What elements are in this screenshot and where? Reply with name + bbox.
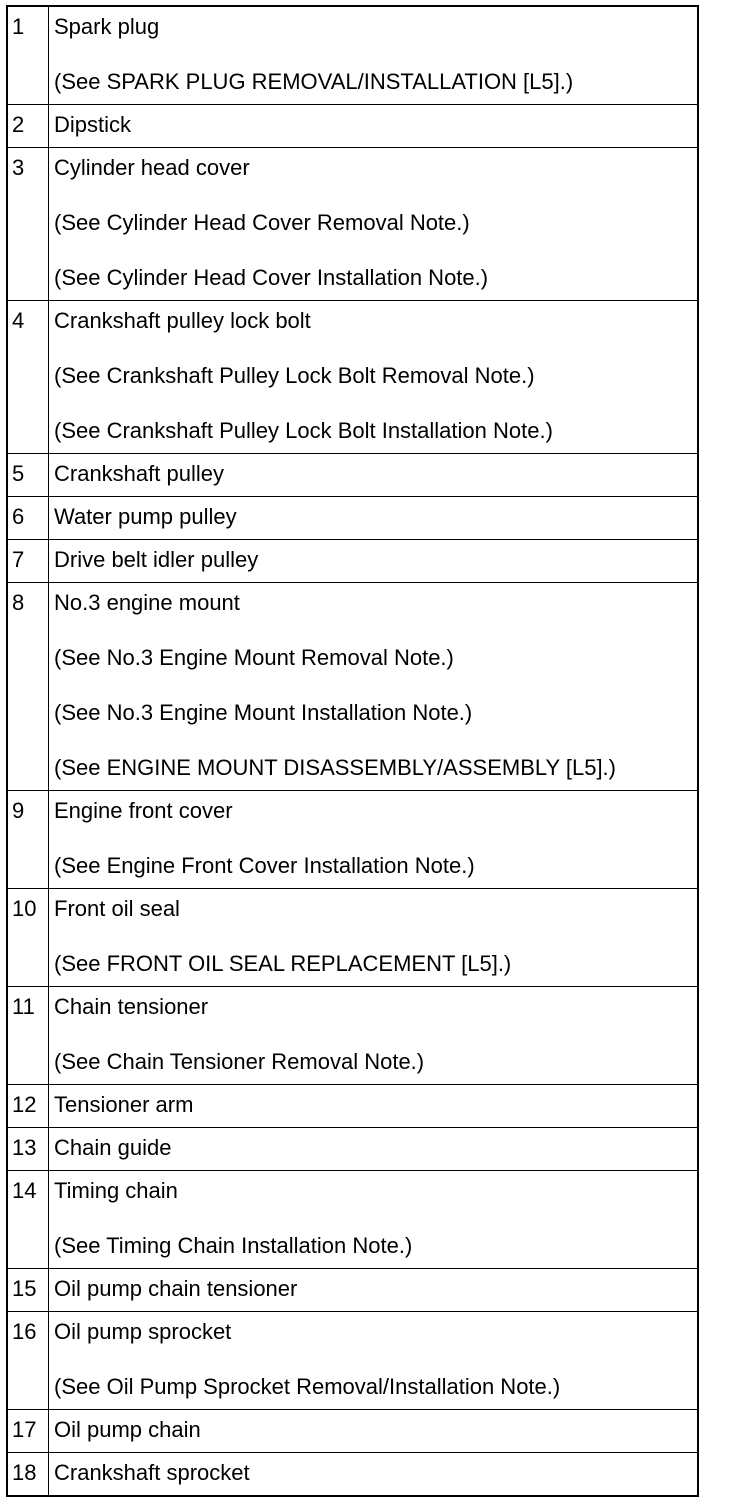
item-number [7,105,49,148]
item-number-text: 7 [12,547,25,572]
item-number-text: 9 [12,798,25,823]
item-number [7,791,49,889]
part-name: Drive belt idler pulley [54,547,259,572]
part-name: Front oil seal [54,896,180,921]
part-name: Water pump pulley [54,504,237,529]
reference-note: (See Oil Pump Sprocket Removal/Installation Note.) [54,1374,561,1399]
item-number [7,148,49,301]
part-name: Engine front cover [54,798,233,823]
table-row [7,497,698,540]
item-number-text: 8 [12,590,25,615]
item-description [49,1085,699,1128]
reference-note: (See FRONT OIL SEAL REPLACEMENT [L5].) [54,951,512,976]
part-name: Spark plug [54,14,160,39]
table-row [7,301,698,454]
part-name: Tensioner arm [54,1092,194,1117]
item-number [7,583,49,791]
item-description [49,583,699,791]
parts-table-body [7,6,698,1496]
item-number-text: 18 [12,1460,37,1485]
item-number-text: 1 [12,14,25,39]
table-row [7,583,698,791]
item-number-text: 4 [12,308,25,333]
table-row [7,1410,698,1453]
item-description [49,1128,699,1171]
table-row [7,105,698,148]
table-row [7,1171,698,1269]
item-number-text: 12 [12,1092,37,1117]
part-name: Oil pump chain tensioner [54,1276,298,1301]
reference-note: (See SPARK PLUG REMOVAL/INSTALLATION [L5].) [54,69,574,94]
part-name: Chain guide [54,1135,172,1160]
reference-note: (See Engine Front Cover Installation Note.) [54,853,475,878]
reference-note: (See Crankshaft Pulley Lock Bolt Removal Note.) [54,363,535,388]
table-row [7,1269,698,1312]
part-name: Cylinder head cover [54,155,250,180]
table-row [7,148,698,301]
item-number [7,497,49,540]
item-description [49,1410,699,1453]
part-name: Oil pump sprocket [54,1319,232,1344]
item-description [49,1312,699,1410]
part-name: Oil pump chain [54,1417,201,1442]
part-name: Crankshaft pulley lock bolt [54,308,311,333]
item-number-text: 11 [12,994,35,1019]
item-number [7,6,49,105]
item-number [7,889,49,987]
item-description [49,148,699,301]
table-row [7,1085,698,1128]
reference-note: (See Chain Tensioner Removal Note.) [54,1049,425,1074]
item-number-text: 10 [12,896,37,921]
item-number-text: 15 [12,1276,37,1301]
table-row [7,454,698,497]
item-number [7,1171,49,1269]
item-number-text: 5 [12,461,25,486]
item-number [7,1128,49,1171]
item-number-text: 2 [12,112,25,137]
part-name: Crankshaft pulley [54,461,224,486]
table-row [7,889,698,987]
reference-note: (See ENGINE MOUNT DISASSEMBLY/ASSEMBLY [L5].) [54,755,616,780]
part-name: Timing chain [54,1178,178,1203]
item-number [7,301,49,454]
item-number [7,1269,49,1312]
item-description [49,987,699,1085]
item-description [49,497,699,540]
item-number-text: 16 [12,1319,37,1344]
item-description [49,540,699,583]
item-description [49,889,699,987]
item-number-text: 14 [12,1178,37,1203]
reference-note: (See Cylinder Head Cover Installation Note.) [54,265,489,290]
item-description [49,454,699,497]
table-row [7,1453,698,1497]
item-description [49,791,699,889]
part-name: No.3 engine mount [54,590,240,615]
part-name: Crankshaft sprocket [54,1460,250,1485]
item-number [7,987,49,1085]
item-number [7,1085,49,1128]
item-number-text: 6 [12,504,25,529]
table-row [7,1312,698,1410]
part-name: Chain tensioner [54,994,209,1019]
reference-note: (See Crankshaft Pulley Lock Bolt Installation Note.) [54,418,553,443]
table-row [7,987,698,1085]
item-number [7,1410,49,1453]
reference-note: (See Cylinder Head Cover Removal Note.) [54,210,470,235]
item-number [7,1453,49,1497]
reference-note: (See No.3 Engine Mount Installation Note.) [54,700,473,725]
reference-note: (See No.3 Engine Mount Removal Note.) [54,645,454,670]
table-row [7,540,698,583]
parts-table [6,5,699,1497]
item-number-text: 13 [12,1135,37,1160]
table-row [7,6,698,105]
reference-note: (See Timing Chain Installation Note.) [54,1233,413,1258]
part-name: Dipstick [54,112,132,137]
item-description [49,1269,699,1312]
item-number [7,540,49,583]
item-description [49,1453,699,1497]
item-description [49,301,699,454]
item-description [49,1171,699,1269]
item-description [49,105,699,148]
table-row [7,791,698,889]
item-number [7,1312,49,1410]
item-description [49,6,699,105]
table-row [7,1128,698,1171]
item-number [7,454,49,497]
item-number-text: 3 [12,155,25,180]
item-number-text: 17 [12,1417,37,1442]
